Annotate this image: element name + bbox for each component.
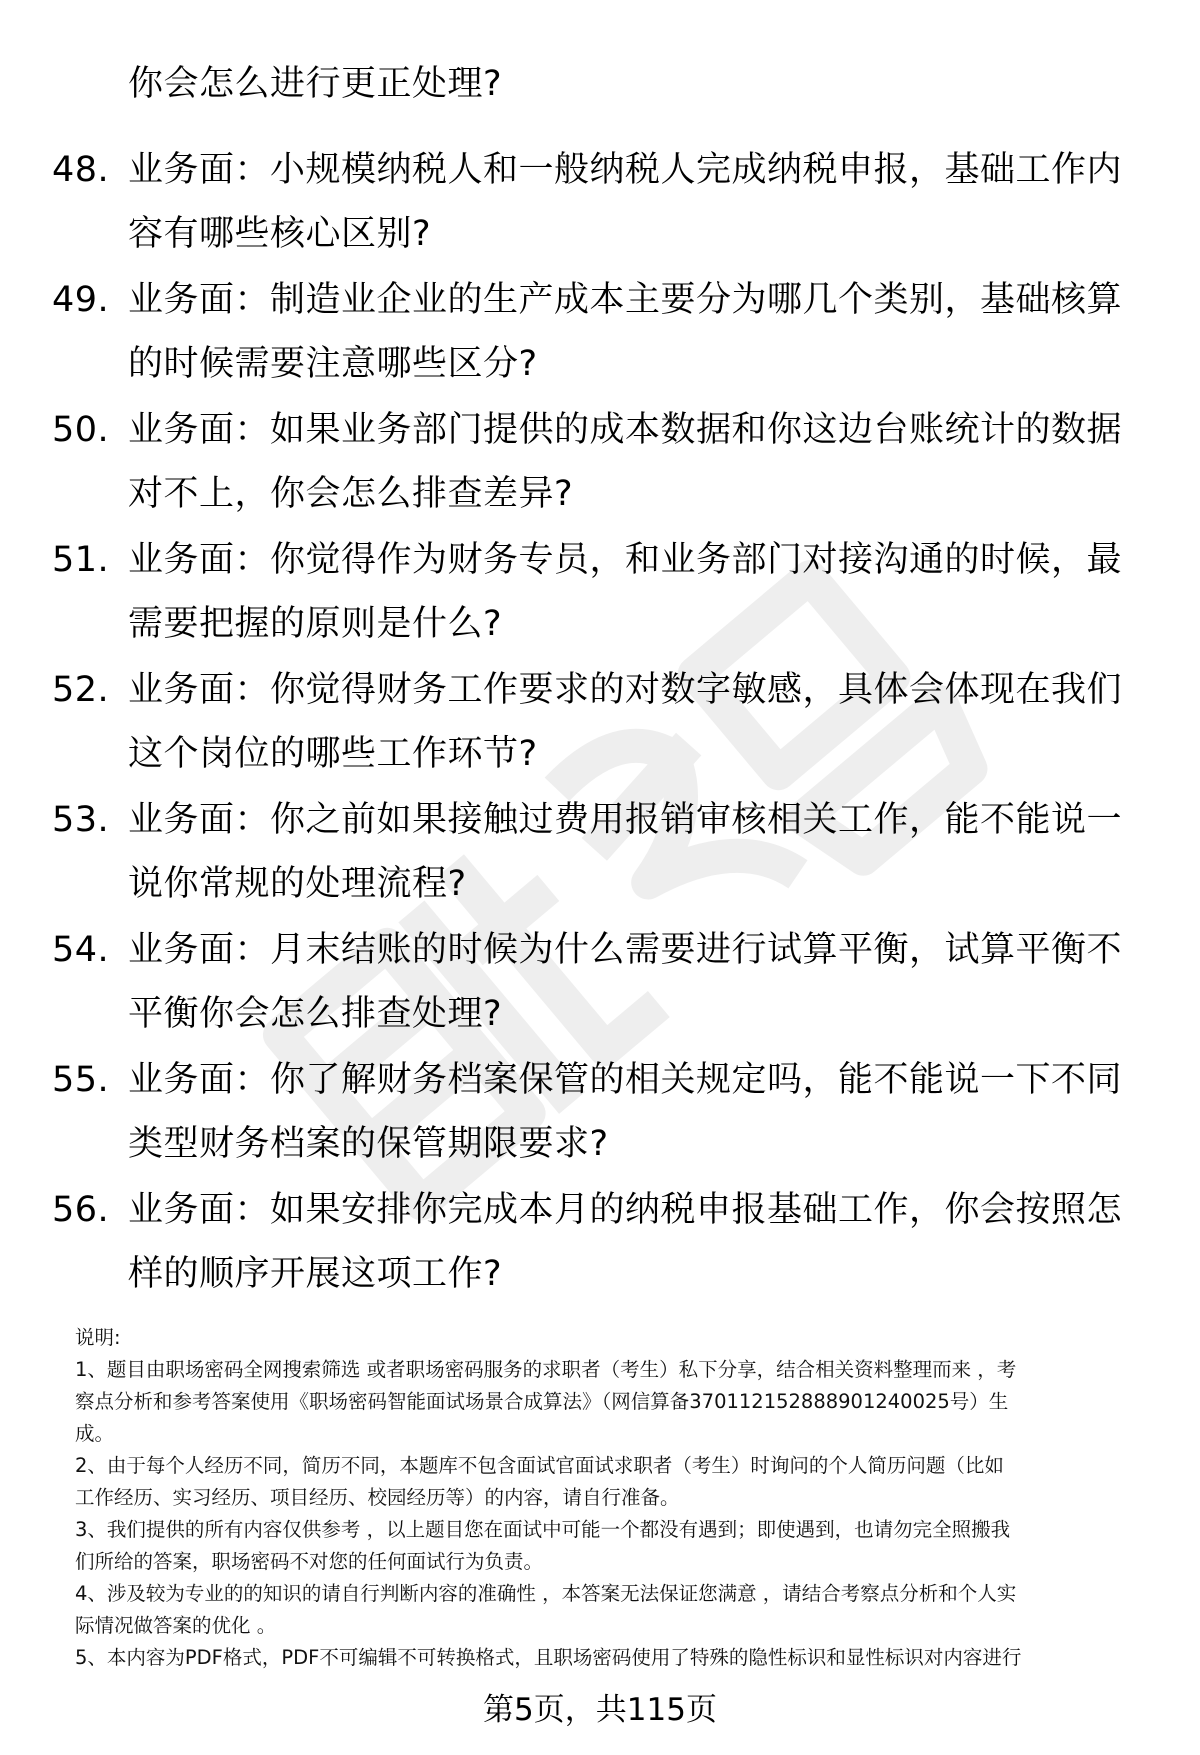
question-text: 业务面：小规模纳税人和一般纳税人完成纳税申报，基础工作内 容有哪些核心区别? bbox=[128, 150, 1123, 254]
question-text: 业务面：你之前如果接触过费用报销审核相关工作，能不能说一 说你常规的处理流程? bbox=[128, 800, 1123, 904]
question-number: 50. bbox=[52, 410, 110, 450]
question-text: 业务面：如果安排你完成本月的纳税申报基础工作，你会按照怎 样的顺序开展这项工作? bbox=[128, 1190, 1123, 1294]
page-number: 第5页，共115页 bbox=[483, 1692, 717, 1728]
question-item bbox=[52, 398, 1142, 526]
question-number: 48. bbox=[52, 150, 110, 190]
question-number: 55. bbox=[52, 1060, 110, 1100]
notes-heading: 说明: bbox=[75, 1326, 121, 1349]
question-item bbox=[52, 138, 1142, 266]
question-number: 56. bbox=[52, 1190, 110, 1230]
notes-section bbox=[75, 1322, 1155, 1674]
question-text: 业务面：你觉得财务工作要求的对数字敏感，具体会体现在我们 这个岗位的哪些工作环节? bbox=[128, 670, 1123, 774]
question-item bbox=[52, 1048, 1142, 1176]
question-text: 业务面：月末结账的时候为什么需要进行试算平衡，试算平衡不 平衡你会怎么排查处理? bbox=[128, 930, 1123, 1034]
question-list bbox=[52, 138, 1142, 1308]
question-text: 业务面：你了解财务档案保管的相关规定吗，能不能说一下不同 类型财务档案的保管期限要求? bbox=[128, 1060, 1123, 1164]
question-text: 业务面：如果业务部门提供的成本数据和你这边台账统计的数据 对不上，你会怎么排查差异? bbox=[128, 410, 1123, 514]
note-item: 5、本内容为PDF格式，PDF不可编辑不可转换格式，且职场密码使用了特殊的隐性标识和显性标识对内容进行 bbox=[75, 1646, 1022, 1669]
note-item: 3、我们提供的所有内容仅供参考 ，以上题目您在面试中可能一个都没有遇到；即使遇到，也请勿完全照搬我 们所给的答案，职场密码不对您的任何面试行为负责。 bbox=[75, 1518, 1011, 1573]
question-text: 业务面：制造业企业的生产成本主要分为哪几个类别，基础核算 的时候需要注意哪些区分? bbox=[128, 280, 1123, 384]
note-item: 2、由于每个人经历不同，简历不同，本题库不包含面试官面试求职者（考生）时询问的个人简历问题（比如 工作经历、实习经历、项目经历、校园经历等）的内容，请自行准备。 bbox=[75, 1454, 1004, 1509]
question-number: 51. bbox=[52, 540, 110, 580]
question-item bbox=[52, 918, 1142, 1046]
note-item: 4、涉及较为专业的的知识的请自行判断内容的准确性 ，本答案无法保证您满意 ，请结合考察点分析和个人实 际情况做答案的优化 。 bbox=[75, 1582, 1017, 1637]
note-item: 1、题目由职场密码全网搜索筛选 或者职场密码服务的求职者（考生）私下分享，结合相关资料整理而来 ，考 察点分析和参考答案使用《职场密码智能面试场景合成算法》（网信算备370112152888901240025号）生 成。 bbox=[75, 1358, 1017, 1445]
question-item bbox=[52, 658, 1142, 786]
question-number: 52. bbox=[52, 670, 110, 710]
question-item bbox=[52, 528, 1142, 656]
question-number: 54. bbox=[52, 930, 110, 970]
question-number: 49. bbox=[52, 280, 110, 320]
question-item bbox=[52, 1178, 1142, 1306]
question-text: 业务面：你觉得作为财务专员，和业务部门对接沟通的时候，最 需要把握的原则是什么? bbox=[128, 540, 1123, 644]
question-number: 53. bbox=[52, 800, 110, 840]
question-item bbox=[52, 788, 1142, 916]
question-item bbox=[52, 268, 1142, 396]
continuation-text: 你会怎么进行更正处理? bbox=[128, 64, 503, 104]
